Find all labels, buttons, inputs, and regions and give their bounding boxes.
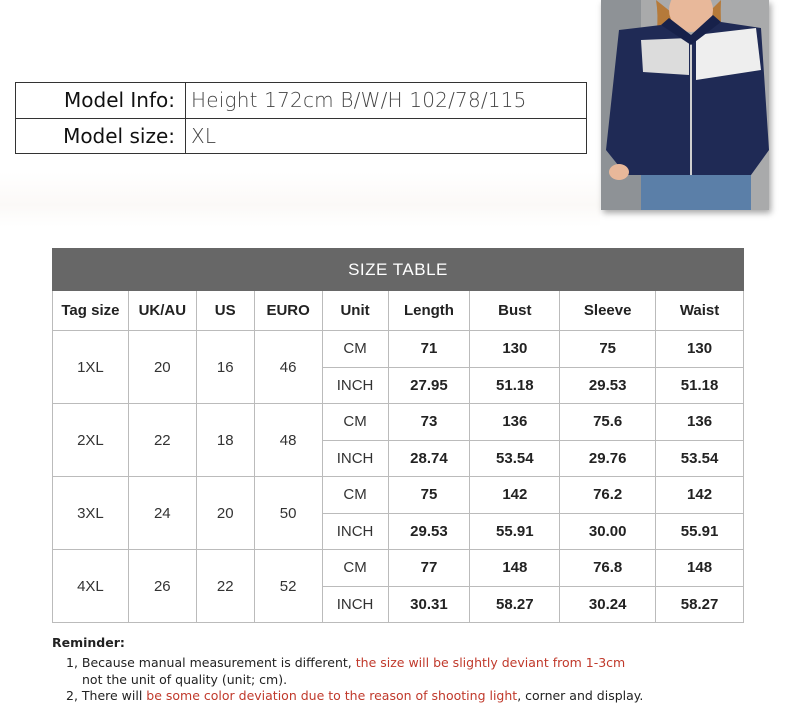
length-cell: 75 (388, 477, 470, 514)
reminder-line-1-highlight: the size will be slightly deviant from 1-3cm (355, 655, 626, 670)
unit-cell: CM (322, 550, 388, 587)
bust-cell: 136 (470, 404, 560, 441)
col-header-us: US (196, 291, 254, 331)
length-cell: 28.74 (388, 440, 470, 477)
us-cell: 18 (196, 404, 254, 477)
us-cell: 16 (196, 331, 254, 404)
model-info-box (15, 82, 587, 154)
sleeve-cell: 29.53 (560, 367, 656, 404)
size-table-title: SIZE TABLE (53, 249, 744, 291)
sleeve-cell: 75 (560, 331, 656, 368)
euro-cell: 52 (254, 550, 322, 623)
waist-cell: 58.27 (656, 586, 744, 623)
tag-size-cell: 1XL (53, 331, 129, 404)
uk-au-cell: 26 (128, 550, 196, 623)
us-cell: 22 (196, 550, 254, 623)
unit-cell: INCH (322, 513, 388, 550)
waist-cell: 51.18 (656, 367, 744, 404)
length-cell: 29.53 (388, 513, 470, 550)
reminder-line-2 (66, 688, 643, 703)
col-header-sleeve: Sleeve (560, 291, 656, 331)
waist-cell: 55.91 (656, 513, 744, 550)
bust-cell: 55.91 (470, 513, 560, 550)
uk-au-cell: 24 (128, 477, 196, 550)
reminder-line-1-cont: not the unit of quality (unit; cm). (82, 672, 288, 687)
col-header-tag-size: Tag size (53, 291, 129, 331)
model-size-label: Model size: (16, 119, 186, 154)
table-row (53, 477, 744, 514)
tag-size-cell: 2XL (53, 404, 129, 477)
col-header-unit: Unit (322, 291, 388, 331)
model-size-row (16, 119, 586, 155)
unit-cell: CM (322, 404, 388, 441)
size-table (52, 248, 744, 623)
tag-size-cell: 3XL (53, 477, 129, 550)
col-header-waist: Waist (656, 291, 744, 331)
length-cell: 30.31 (388, 586, 470, 623)
waist-cell: 142 (656, 477, 744, 514)
sleeve-cell: 75.6 (560, 404, 656, 441)
divider-band (0, 172, 600, 227)
sleeve-cell: 29.76 (560, 440, 656, 477)
bust-cell: 148 (470, 550, 560, 587)
col-header-euro: EURO (254, 291, 322, 331)
reminder-line-2-end: , corner and display. (517, 688, 644, 703)
waist-cell: 148 (656, 550, 744, 587)
col-header-length: Length (388, 291, 470, 331)
length-cell: 27.95 (388, 367, 470, 404)
table-row (53, 404, 744, 441)
unit-cell: CM (322, 477, 388, 514)
model-info-row (16, 83, 586, 119)
euro-cell: 48 (254, 404, 322, 477)
bust-cell: 53.54 (470, 440, 560, 477)
model-size-value: XL (191, 124, 217, 148)
reminder-line-2-text: 2, There will (66, 688, 147, 703)
bust-cell: 130 (470, 331, 560, 368)
reminder-line-1 (66, 655, 625, 670)
col-header-bust: Bust (470, 291, 560, 331)
us-cell: 20 (196, 477, 254, 550)
waist-cell: 53.54 (656, 440, 744, 477)
product-photo (601, 0, 769, 210)
euro-cell: 50 (254, 477, 322, 550)
size-table-header-row (53, 291, 744, 331)
reminder-line-2-highlight: be some color deviation due to the reason of shooting light (146, 688, 518, 703)
unit-cell: INCH (322, 440, 388, 477)
unit-cell: INCH (322, 586, 388, 623)
sleeve-cell: 30.00 (560, 513, 656, 550)
uk-au-cell: 22 (128, 404, 196, 477)
length-cell: 73 (388, 404, 470, 441)
waist-cell: 130 (656, 331, 744, 368)
reminder-line-1-text: 1, Because manual measurement is different, (66, 655, 356, 670)
unit-cell: INCH (322, 367, 388, 404)
model-jacket-image (601, 0, 769, 210)
euro-cell: 46 (254, 331, 322, 404)
bust-cell: 142 (470, 477, 560, 514)
sleeve-cell: 76.2 (560, 477, 656, 514)
bust-cell: 58.27 (470, 586, 560, 623)
uk-au-cell: 20 (128, 331, 196, 404)
waist-cell: 136 (656, 404, 744, 441)
sleeve-cell: 30.24 (560, 586, 656, 623)
tag-size-cell: 4XL (53, 550, 129, 623)
length-cell: 77 (388, 550, 470, 587)
col-header-uk-au: UK/AU (128, 291, 196, 331)
table-row (53, 331, 744, 368)
table-row (53, 550, 744, 587)
bust-cell: 51.18 (470, 367, 560, 404)
length-cell: 71 (388, 331, 470, 368)
model-info-label: Model Info: (16, 83, 186, 118)
unit-cell: CM (322, 331, 388, 368)
model-info-value: Height 172cm B/W/H 102/78/115 (191, 88, 527, 112)
sleeve-cell: 76.8 (560, 550, 656, 587)
reminder-title: Reminder: (52, 635, 125, 650)
